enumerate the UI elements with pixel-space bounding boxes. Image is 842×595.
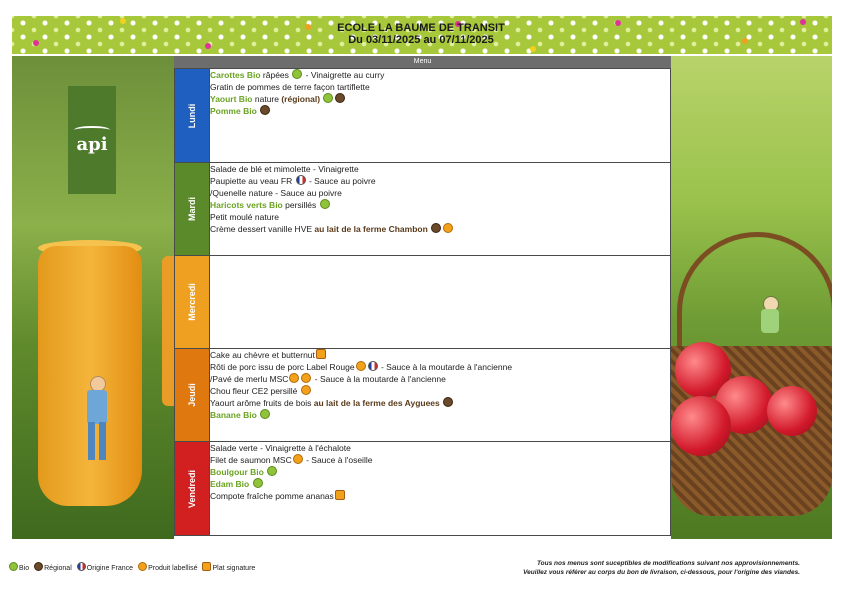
menu-item bbox=[210, 373, 670, 385]
label-icon bbox=[356, 361, 366, 371]
right-illustration bbox=[671, 56, 832, 539]
legend bbox=[8, 562, 259, 572]
logo-swoosh-icon bbox=[74, 126, 110, 134]
menu-item-text: Paupiette au veau FR bbox=[210, 176, 295, 186]
day-row-mercredi bbox=[175, 256, 671, 349]
menu-item-text: Compote fraîche pomme ananas bbox=[210, 491, 334, 501]
day-label: Mercredi bbox=[187, 283, 197, 321]
menu-item-text: Cake au chèvre et butternut bbox=[210, 350, 315, 360]
label-icon bbox=[289, 373, 299, 383]
menu-item-text: - Sauce à la moutarde à l'ancienne bbox=[312, 374, 446, 384]
regional-icon bbox=[431, 223, 441, 233]
menu-item bbox=[210, 223, 670, 235]
day-label: Mardi bbox=[187, 196, 197, 222]
confetti-dot bbox=[530, 46, 536, 52]
menu-items-cell bbox=[210, 256, 671, 349]
menu-item bbox=[210, 69, 670, 81]
menu-item bbox=[210, 93, 670, 105]
regional-icon bbox=[34, 562, 43, 571]
highlighted-text: Yaourt Bio bbox=[210, 94, 253, 104]
menu-item-text: - Sauce à l'oseille bbox=[303, 455, 373, 465]
menu-item-text bbox=[428, 224, 430, 234]
day-row-lundi bbox=[175, 69, 671, 163]
menu-item-text: Chou fleur CE2 persillé bbox=[210, 386, 300, 396]
menu-item-text: nature bbox=[252, 94, 282, 104]
menu-item-text: Rôti de porc issu de porc Label Rouge bbox=[210, 362, 355, 372]
menu-header-label: Menu bbox=[413, 58, 432, 65]
highlighted-text: Haricots verts Bio bbox=[210, 200, 283, 210]
signature-icon bbox=[316, 349, 326, 359]
legend-item bbox=[201, 562, 255, 572]
label-icon bbox=[301, 373, 311, 383]
menu-item-text: /Quenelle nature - Sauce au poivre bbox=[210, 188, 342, 198]
menu-item-text: - Sauce à la moutarde à l'ancienne bbox=[378, 362, 513, 372]
menu-item-text: Crème dessert vanille HVE bbox=[210, 224, 315, 234]
menu-item bbox=[210, 163, 670, 175]
highlighted-text: (régional) bbox=[281, 94, 321, 104]
climbing-child-image bbox=[759, 296, 783, 336]
menu-item-text bbox=[264, 467, 266, 477]
menu-table bbox=[174, 68, 671, 536]
legend-label: Produit labellisé bbox=[148, 565, 198, 572]
menu-item bbox=[210, 409, 670, 421]
day-label-cell bbox=[175, 442, 210, 536]
apple-image bbox=[671, 396, 731, 456]
highlighted-text: Carottes Bio bbox=[210, 70, 261, 80]
bio-icon bbox=[323, 93, 333, 103]
day-label-cell bbox=[175, 69, 210, 163]
school-title: ECOLE LA BAUME DE TRANSIT bbox=[337, 22, 505, 34]
legend-label: Plat signature bbox=[212, 565, 256, 572]
regional-icon bbox=[443, 397, 453, 407]
left-illustration bbox=[12, 56, 174, 539]
menu-items-cell bbox=[210, 442, 671, 536]
highlighted-text: Boulgour Bio bbox=[210, 467, 264, 477]
regional-icon bbox=[260, 105, 270, 115]
footer-note-line: Veuillez vous référer au corps du bon de livraison, ci-dessous, pour l'origine des viandes. bbox=[523, 569, 800, 576]
menu-item bbox=[210, 361, 670, 373]
highlighted-text: Banane Bio bbox=[210, 410, 257, 420]
menu-item bbox=[210, 442, 670, 454]
menu-item bbox=[210, 81, 670, 93]
bio-icon bbox=[9, 562, 18, 571]
legend-label: Origine France bbox=[86, 565, 134, 572]
label-icon bbox=[138, 562, 147, 571]
menu-item bbox=[210, 478, 670, 490]
footer-note-line: Tous nos menus sont suceptibles de modifications suivant nos approvisionnements. bbox=[536, 560, 800, 567]
bio-icon bbox=[253, 478, 263, 488]
highlighted-text: Pomme Bio bbox=[210, 106, 257, 116]
day-row-mardi bbox=[175, 163, 671, 256]
api-logo bbox=[68, 86, 116, 194]
bio-icon bbox=[267, 466, 277, 476]
france-flag-icon bbox=[296, 175, 306, 185]
menu-item bbox=[210, 199, 670, 211]
menu-item-text bbox=[320, 94, 322, 104]
menu-header bbox=[174, 56, 671, 68]
legend-label: Régional bbox=[44, 565, 72, 572]
day-label-cell bbox=[175, 163, 210, 256]
menu-item-text: Yaourt arôme fruits de bois bbox=[210, 398, 314, 408]
menu-item bbox=[210, 454, 670, 466]
menu-item bbox=[210, 466, 670, 478]
footer-note bbox=[420, 559, 800, 577]
signature-icon bbox=[335, 490, 345, 500]
france-flag-icon bbox=[368, 361, 378, 371]
menu-item bbox=[210, 175, 670, 187]
legend-label: Bio bbox=[19, 565, 30, 572]
menu-item bbox=[210, 105, 670, 117]
menu-item-text: persillés bbox=[282, 200, 319, 210]
menu-item bbox=[210, 490, 670, 502]
bio-icon bbox=[292, 69, 302, 79]
second-boot-image bbox=[162, 256, 174, 406]
legend-item bbox=[33, 562, 72, 572]
bio-icon bbox=[260, 409, 270, 419]
menu-item-text bbox=[257, 106, 259, 116]
menu-item bbox=[210, 397, 670, 409]
label-icon bbox=[443, 223, 453, 233]
menu-item-text: Petit moulé nature bbox=[210, 212, 279, 222]
legend-item bbox=[76, 562, 133, 572]
logo-text: api bbox=[76, 134, 108, 155]
menu-item-text bbox=[440, 398, 442, 408]
child-figure-image bbox=[82, 376, 112, 466]
legend-item bbox=[137, 562, 197, 572]
france-flag-icon bbox=[77, 562, 86, 571]
menu-item-text: Salade verte - Vinaigrette à l'échalote bbox=[210, 443, 351, 453]
day-row-vendredi bbox=[175, 442, 671, 536]
bio-icon bbox=[320, 199, 330, 209]
menu-item-text: /Pavé de merlu MSC bbox=[210, 374, 289, 384]
label-icon bbox=[301, 385, 311, 395]
menu-item bbox=[210, 211, 670, 223]
legend-item bbox=[8, 562, 29, 572]
menu-item-text bbox=[249, 479, 251, 489]
label-icon bbox=[293, 454, 303, 464]
menu-item bbox=[210, 349, 670, 361]
day-row-jeudi bbox=[175, 349, 671, 442]
highlighted-text: au lait de la ferme des Ayguees bbox=[313, 398, 440, 408]
menu-items-cell bbox=[210, 69, 671, 163]
menu-item bbox=[210, 187, 670, 199]
menu-item-text bbox=[257, 410, 259, 420]
day-label-cell bbox=[175, 256, 210, 349]
menu-item-text: Gratin de pommes de terre façon tartiflette bbox=[210, 82, 370, 92]
regional-icon bbox=[335, 93, 345, 103]
day-label: Jeudi bbox=[187, 383, 197, 407]
highlighted-text: au lait de la ferme Chambon bbox=[314, 224, 428, 234]
menu-items-cell bbox=[210, 349, 671, 442]
day-label: Lundi bbox=[187, 103, 197, 128]
menu-item bbox=[210, 385, 670, 397]
menu-item-text: - Sauce au poivre bbox=[306, 176, 376, 186]
menu-items-cell bbox=[210, 163, 671, 256]
signature-icon bbox=[202, 562, 211, 571]
menu-item-text: Filet de saumon MSC bbox=[210, 455, 292, 465]
date-range: Du 03/11/2025 au 07/11/2025 bbox=[348, 34, 494, 46]
menu-item-text: Salade de blé et mimolette - Vinaigrette bbox=[210, 164, 359, 174]
menu-item-text: - Vinaigrette au curry bbox=[303, 70, 385, 80]
day-label: Vendredi bbox=[187, 469, 197, 508]
menu-item-text: râpées bbox=[260, 70, 292, 80]
highlighted-text: Edam Bio bbox=[210, 479, 250, 489]
day-label-cell bbox=[175, 349, 210, 442]
apple-image bbox=[767, 386, 817, 436]
